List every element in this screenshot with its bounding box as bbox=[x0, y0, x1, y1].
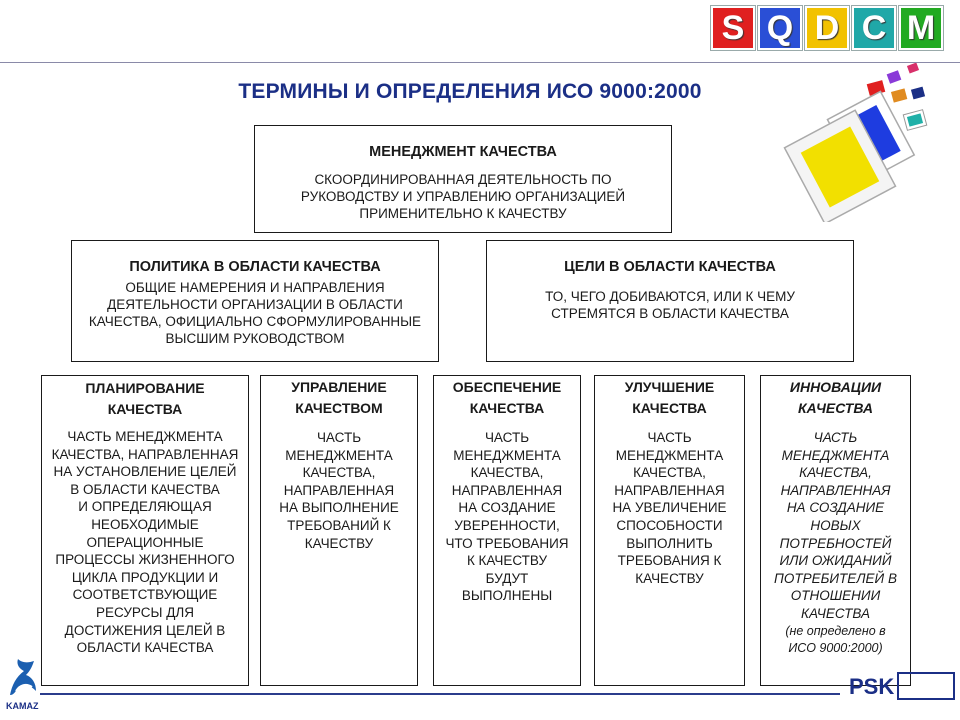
quality-planning-line: В ОБЛАСТИ КАЧЕСТВА bbox=[70, 481, 220, 497]
kamaz-logo bbox=[6, 655, 44, 715]
page-title: ТЕРМИНЫ И ОПРЕДЕЛЕНИЯ ИСО 9000:2000 bbox=[238, 80, 702, 103]
logo-letter-s: S bbox=[711, 6, 755, 50]
footer-divider bbox=[40, 693, 840, 695]
quality-assurance-heading: КАЧЕСТВА bbox=[469, 400, 545, 416]
quality-planning-line: РЕСУРСЫ ДЛЯ bbox=[96, 604, 194, 620]
header-divider bbox=[0, 62, 960, 63]
quality-goals-heading: ЦЕЛИ В ОБЛАСТИ КАЧЕСТВА bbox=[564, 259, 776, 275]
logo-letter-c: C bbox=[852, 6, 896, 50]
quality-improvement-line: ВЫПОЛНИТЬ bbox=[626, 535, 713, 551]
quality-innovation-line: ИЛИ ОЖИДАНИЙ bbox=[779, 553, 892, 569]
quality-innovation-note: ИСО 9000:2000) bbox=[788, 641, 883, 656]
logo-letter-d: D bbox=[805, 6, 849, 50]
quality-control-line: ТРЕБОВАНИЙ К bbox=[287, 517, 391, 533]
quality-assurance-line: ЧТО ТРЕБОВАНИЯ bbox=[445, 535, 569, 551]
quality-control-line: КАЧЕСТВА, bbox=[302, 465, 376, 481]
quality-control-line: МЕНЕДЖМЕНТА bbox=[285, 447, 393, 463]
quality-innovation-line: ОТНОШЕНИИ bbox=[790, 588, 881, 604]
quality-control-heading: КАЧЕСТВОМ bbox=[295, 400, 383, 416]
quality-assurance-line: К КАЧЕСТВУ bbox=[466, 553, 548, 569]
quality-control-line: ЧАСТЬ bbox=[316, 430, 362, 445]
quality-policy-box bbox=[71, 240, 439, 362]
logo-letter-q: Q bbox=[758, 6, 802, 50]
quality-improvement-line: МЕНЕДЖМЕНТА bbox=[615, 447, 724, 463]
quality-assurance-line: НАПРАВЛЕННАЯ bbox=[451, 482, 563, 498]
quality-management-line: СКООРДИНИРОВАННАЯ ДЕЯТЕЛЬНОСТЬ ПО bbox=[314, 172, 612, 187]
quality-control-line: КАЧЕСТВУ bbox=[304, 535, 374, 551]
quality-innovation-line: ЧАСТЬ bbox=[813, 430, 858, 445]
quality-innovation-line: НОВЫХ bbox=[810, 517, 861, 533]
quality-policy-line: ВЫСШИМ РУКОВОДСТВОМ bbox=[165, 331, 345, 346]
quality-planning-heading: ПЛАНИРОВАНИЕ bbox=[85, 380, 205, 396]
quality-improvement-line: КАЧЕСТВУ bbox=[635, 570, 704, 586]
quality-improvement-line: НАПРАВЛЕННАЯ bbox=[614, 482, 725, 498]
quality-policy-heading: ПОЛИТИКА В ОБЛАСТИ КАЧЕСТВА bbox=[129, 259, 381, 275]
quality-goals-box bbox=[486, 240, 854, 362]
quality-innovation-line: КАЧЕСТВА bbox=[801, 605, 870, 621]
quality-assurance-line: МЕНЕДЖМЕНТА bbox=[453, 447, 561, 463]
quality-improvement-box bbox=[594, 375, 745, 686]
quality-planning-line: СООТВЕТСТВУЮЩИЕ bbox=[72, 587, 218, 603]
quality-innovation-line: МЕНЕДЖМЕНТА bbox=[781, 447, 890, 463]
quality-improvement-heading: КАЧЕСТВА bbox=[632, 400, 707, 416]
quality-planning-line: КАЧЕСТВА, НАПРАВЛЕННАЯ bbox=[51, 446, 239, 462]
quality-planning-line: ОПЕРАЦИОННЫЕ bbox=[86, 534, 204, 550]
quality-improvement-line: КАЧЕСТВА, bbox=[633, 465, 706, 481]
quality-control-box bbox=[260, 375, 418, 686]
quality-innovation-line: НА СОЗДАНИЕ bbox=[786, 500, 885, 516]
quality-assurance-box bbox=[433, 375, 581, 686]
quality-planning-box bbox=[41, 375, 249, 686]
quality-goals-line: СТРЕМЯТСЯ В ОБЛАСТИ КАЧЕСТВА bbox=[551, 306, 789, 321]
quality-improvement-heading: УЛУЧШЕНИЕ bbox=[624, 379, 715, 395]
psk-label: PSK bbox=[849, 674, 895, 699]
psk-logo bbox=[845, 672, 957, 700]
decorative-tiles-graphic bbox=[780, 62, 960, 222]
quality-innovation-box bbox=[760, 375, 911, 686]
quality-assurance-line: ЧАСТЬ bbox=[484, 430, 530, 445]
quality-policy-line: ОБЩИЕ НАМЕРЕНИЯ И НАПРАВЛЕНИЯ bbox=[125, 280, 385, 295]
quality-assurance-line: КАЧЕСТВА, bbox=[470, 465, 544, 481]
quality-improvement-line: ТРЕБОВАНИЯ К bbox=[617, 553, 722, 569]
quality-policy-line: КАЧЕСТВА, ОФИЦИАЛЬНО СФОРМУЛИРОВАННЫЕ bbox=[88, 314, 422, 329]
quality-planning-line: И ОПРЕДЕЛЯЮЩАЯ bbox=[78, 499, 212, 515]
sqdcm-logo bbox=[711, 6, 943, 50]
quality-innovation-line: КАЧЕСТВА, bbox=[799, 465, 872, 481]
logo-letter-m: M bbox=[899, 6, 943, 50]
quality-assurance-line: НА СОЗДАНИЕ bbox=[458, 500, 556, 516]
quality-goals-line: ТО, ЧЕГО ДОБИВАЮТСЯ, ИЛИ К ЧЕМУ bbox=[545, 289, 795, 304]
quality-assurance-line: ВЫПОЛНЕНЫ bbox=[461, 588, 553, 604]
quality-assurance-heading: ОБЕСПЕЧЕНИЕ bbox=[452, 379, 562, 395]
quality-innovation-line: ПОТРЕБНОСТЕЙ bbox=[779, 535, 892, 551]
quality-improvement-line: НА УВЕЛИЧЕНИЕ bbox=[612, 500, 727, 516]
quality-planning-line: ПРОЦЕССЫ ЖИЗНЕННОГО bbox=[55, 552, 235, 568]
quality-improvement-line: СПОСОБНОСТИ bbox=[616, 517, 723, 533]
kamaz-horse-icon bbox=[6, 655, 40, 699]
quality-innovation-line: НАПРАВЛЕННАЯ bbox=[780, 482, 891, 498]
quality-control-line: НАПРАВЛЕННАЯ bbox=[283, 482, 395, 498]
quality-assurance-line: УВЕРЕННОСТИ, bbox=[454, 517, 560, 533]
quality-control-line: НА ВЫПОЛНЕНИЕ bbox=[279, 500, 399, 516]
quality-improvement-line: ЧАСТЬ bbox=[647, 430, 692, 445]
quality-planning-line: НА УСТАНОВЛЕНИЕ ЦЕЛЕЙ bbox=[53, 464, 237, 480]
psk-frame-icon bbox=[897, 672, 955, 700]
quality-innovation-note: (не определено в bbox=[785, 623, 886, 638]
kamaz-label: KAMAZ bbox=[6, 701, 39, 711]
quality-management-heading: МЕНЕДЖМЕНТ КАЧЕСТВА bbox=[369, 144, 557, 160]
quality-planning-line: ОБЛАСТИ КАЧЕСТВА bbox=[76, 640, 214, 656]
quality-innovation-heading: ИННОВАЦИИ bbox=[789, 379, 882, 395]
quality-planning-line: ЧАСТЬ МЕНЕДЖМЕНТА bbox=[67, 429, 223, 444]
quality-control-heading: УПРАВЛЕНИЕ bbox=[291, 379, 387, 395]
quality-planning-line: ЦИКЛА ПРОДУКЦИИ И bbox=[71, 569, 219, 585]
quality-planning-heading: КАЧЕСТВА bbox=[107, 401, 183, 417]
quality-management-line: РУКОВОДСТВУ И УПРАВЛЕНИЮ ОРГАНИЗАЦИЕЙ bbox=[300, 189, 626, 204]
quality-assurance-line: БУДУТ bbox=[485, 570, 529, 586]
quality-management-box bbox=[254, 125, 672, 233]
quality-innovation-line: ПОТРЕБИТЕЛЕЙ В bbox=[774, 570, 897, 586]
quality-management-line: ПРИМЕНИТЕЛЬНО К КАЧЕСТВУ bbox=[359, 206, 567, 221]
quality-policy-line: ДЕЯТЕЛЬНОСТИ ОРГАНИЗАЦИИ В ОБЛАСТИ bbox=[107, 297, 403, 312]
quality-planning-line: ДОСТИЖЕНИЯ ЦЕЛЕЙ В bbox=[64, 622, 226, 638]
quality-planning-line: НЕОБХОДИМЫЕ bbox=[91, 516, 199, 532]
quality-innovation-heading: КАЧЕСТВА bbox=[797, 400, 874, 416]
